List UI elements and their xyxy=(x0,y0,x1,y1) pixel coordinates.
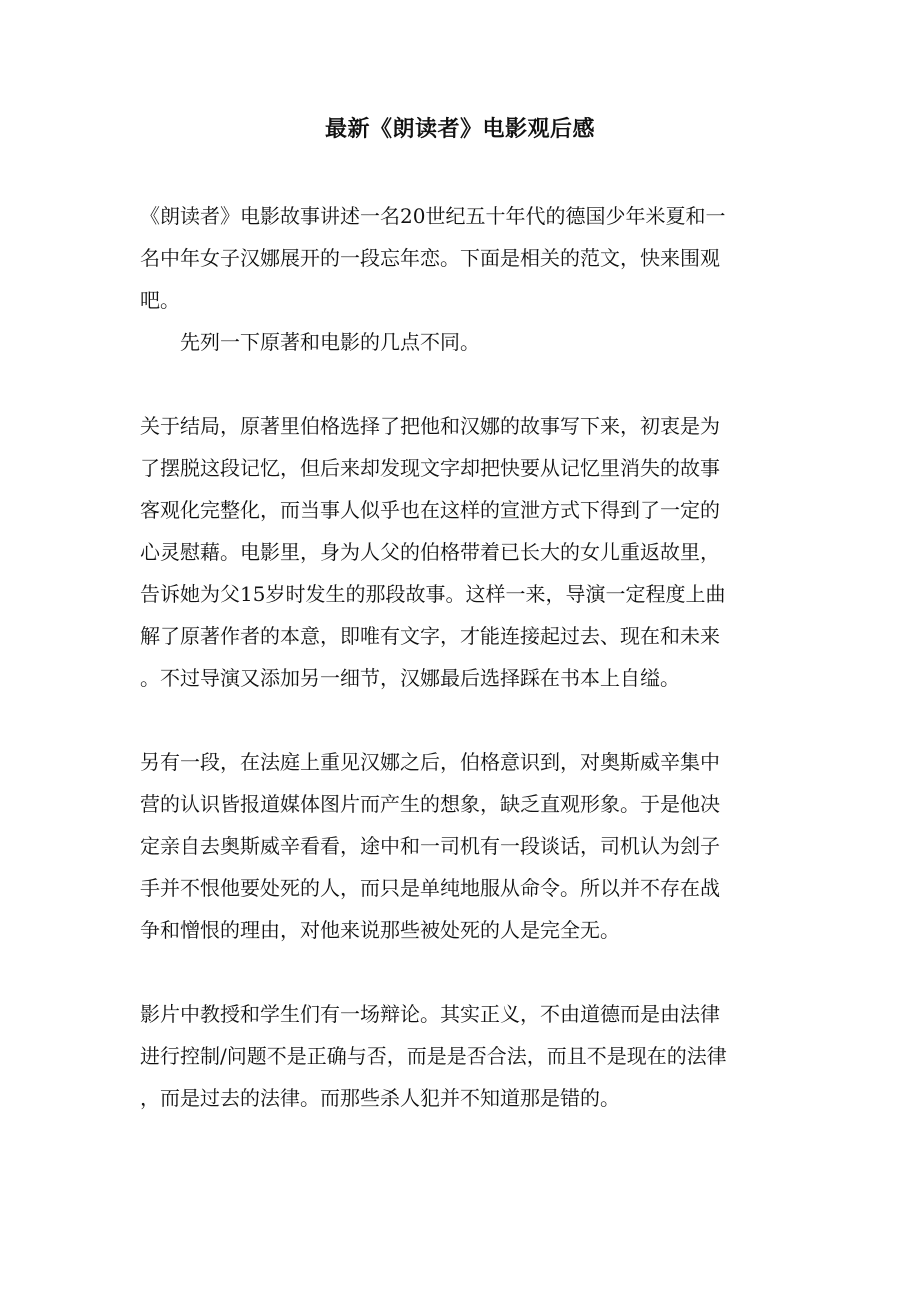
paragraph-line: 客观化完整化，而当事人似乎也在这样的宣泄方式下得到了一定的 xyxy=(140,498,720,522)
paragraph-line: 关于结局，原著里伯格选择了把他和汉娜的故事写下来，初衷是为 xyxy=(140,414,720,438)
paragraph-line: ，而是过去的法律。而那些杀人犯并不知道那是错的。 xyxy=(140,1086,620,1110)
paragraph-line: 名中年女子汉娜展开的一段忘年恋。下面是相关的范文，快来围观 xyxy=(140,246,720,270)
paragraph-line: 。不过导演又添加另一细节，汉娜最后选择踩在书本上自缢。 xyxy=(140,666,680,690)
paragraph-line: 定亲自去奥斯威辛看看，途中和一司机有一段谈话，司机认为刽子 xyxy=(140,834,720,858)
paragraph-differences-intro xyxy=(140,321,830,363)
paragraph-line: 先列一下原著和电影的几点不同。 xyxy=(180,330,480,354)
paragraph-line: 影片中教授和学生们有一场辩论。其实正义，不由道德而是由法律 xyxy=(140,1002,720,1026)
paragraph-line: 了摆脱这段记忆，但后来却发现文字却把快要从记忆里消失的故事 xyxy=(140,456,720,480)
paragraph-courtroom xyxy=(140,741,790,951)
paragraph-line: 吧。 xyxy=(140,288,180,312)
paragraph-line: 另有一段，在法庭上重见汉娜之后，伯格意识到，对奥斯威辛集中 xyxy=(140,750,720,774)
paragraph-line: 营的认识皆报道媒体图片而产生的想象，缺乏直观形象。于是他决 xyxy=(140,792,720,816)
paragraph-line: 心灵慰藉。电影里，身为人父的伯格带着已长大的女儿重返故里， xyxy=(140,540,720,564)
paragraph-debate xyxy=(140,993,790,1119)
document-title: 最新《朗读者》电影观后感 xyxy=(324,116,595,142)
paragraph-line: 争和憎恨的理由，对他来说那些被处死的人是完全无。 xyxy=(140,918,620,942)
paragraph-line: 告诉她为父15岁时发生的那段故事。这样一来，导演一定程度上曲 xyxy=(140,582,726,606)
paragraph-line: 手并不恨他要处死的人，而只是单纯地服从命令。所以并不存在战 xyxy=(140,876,720,900)
paragraph-line: 进行控制/问题不是正确与否，而是是否合法，而且不是现在的法律 xyxy=(140,1044,727,1068)
paragraph-intro xyxy=(140,195,790,321)
paragraph-line: 《朗读者》电影故事讲述一名20世纪五十年代的德国少年米夏和一 xyxy=(140,204,726,228)
paragraph-ending xyxy=(140,405,790,699)
paragraph-line: 解了原著作者的本意，即唯有文字，才能连接起过去、现在和未来 xyxy=(140,624,720,648)
